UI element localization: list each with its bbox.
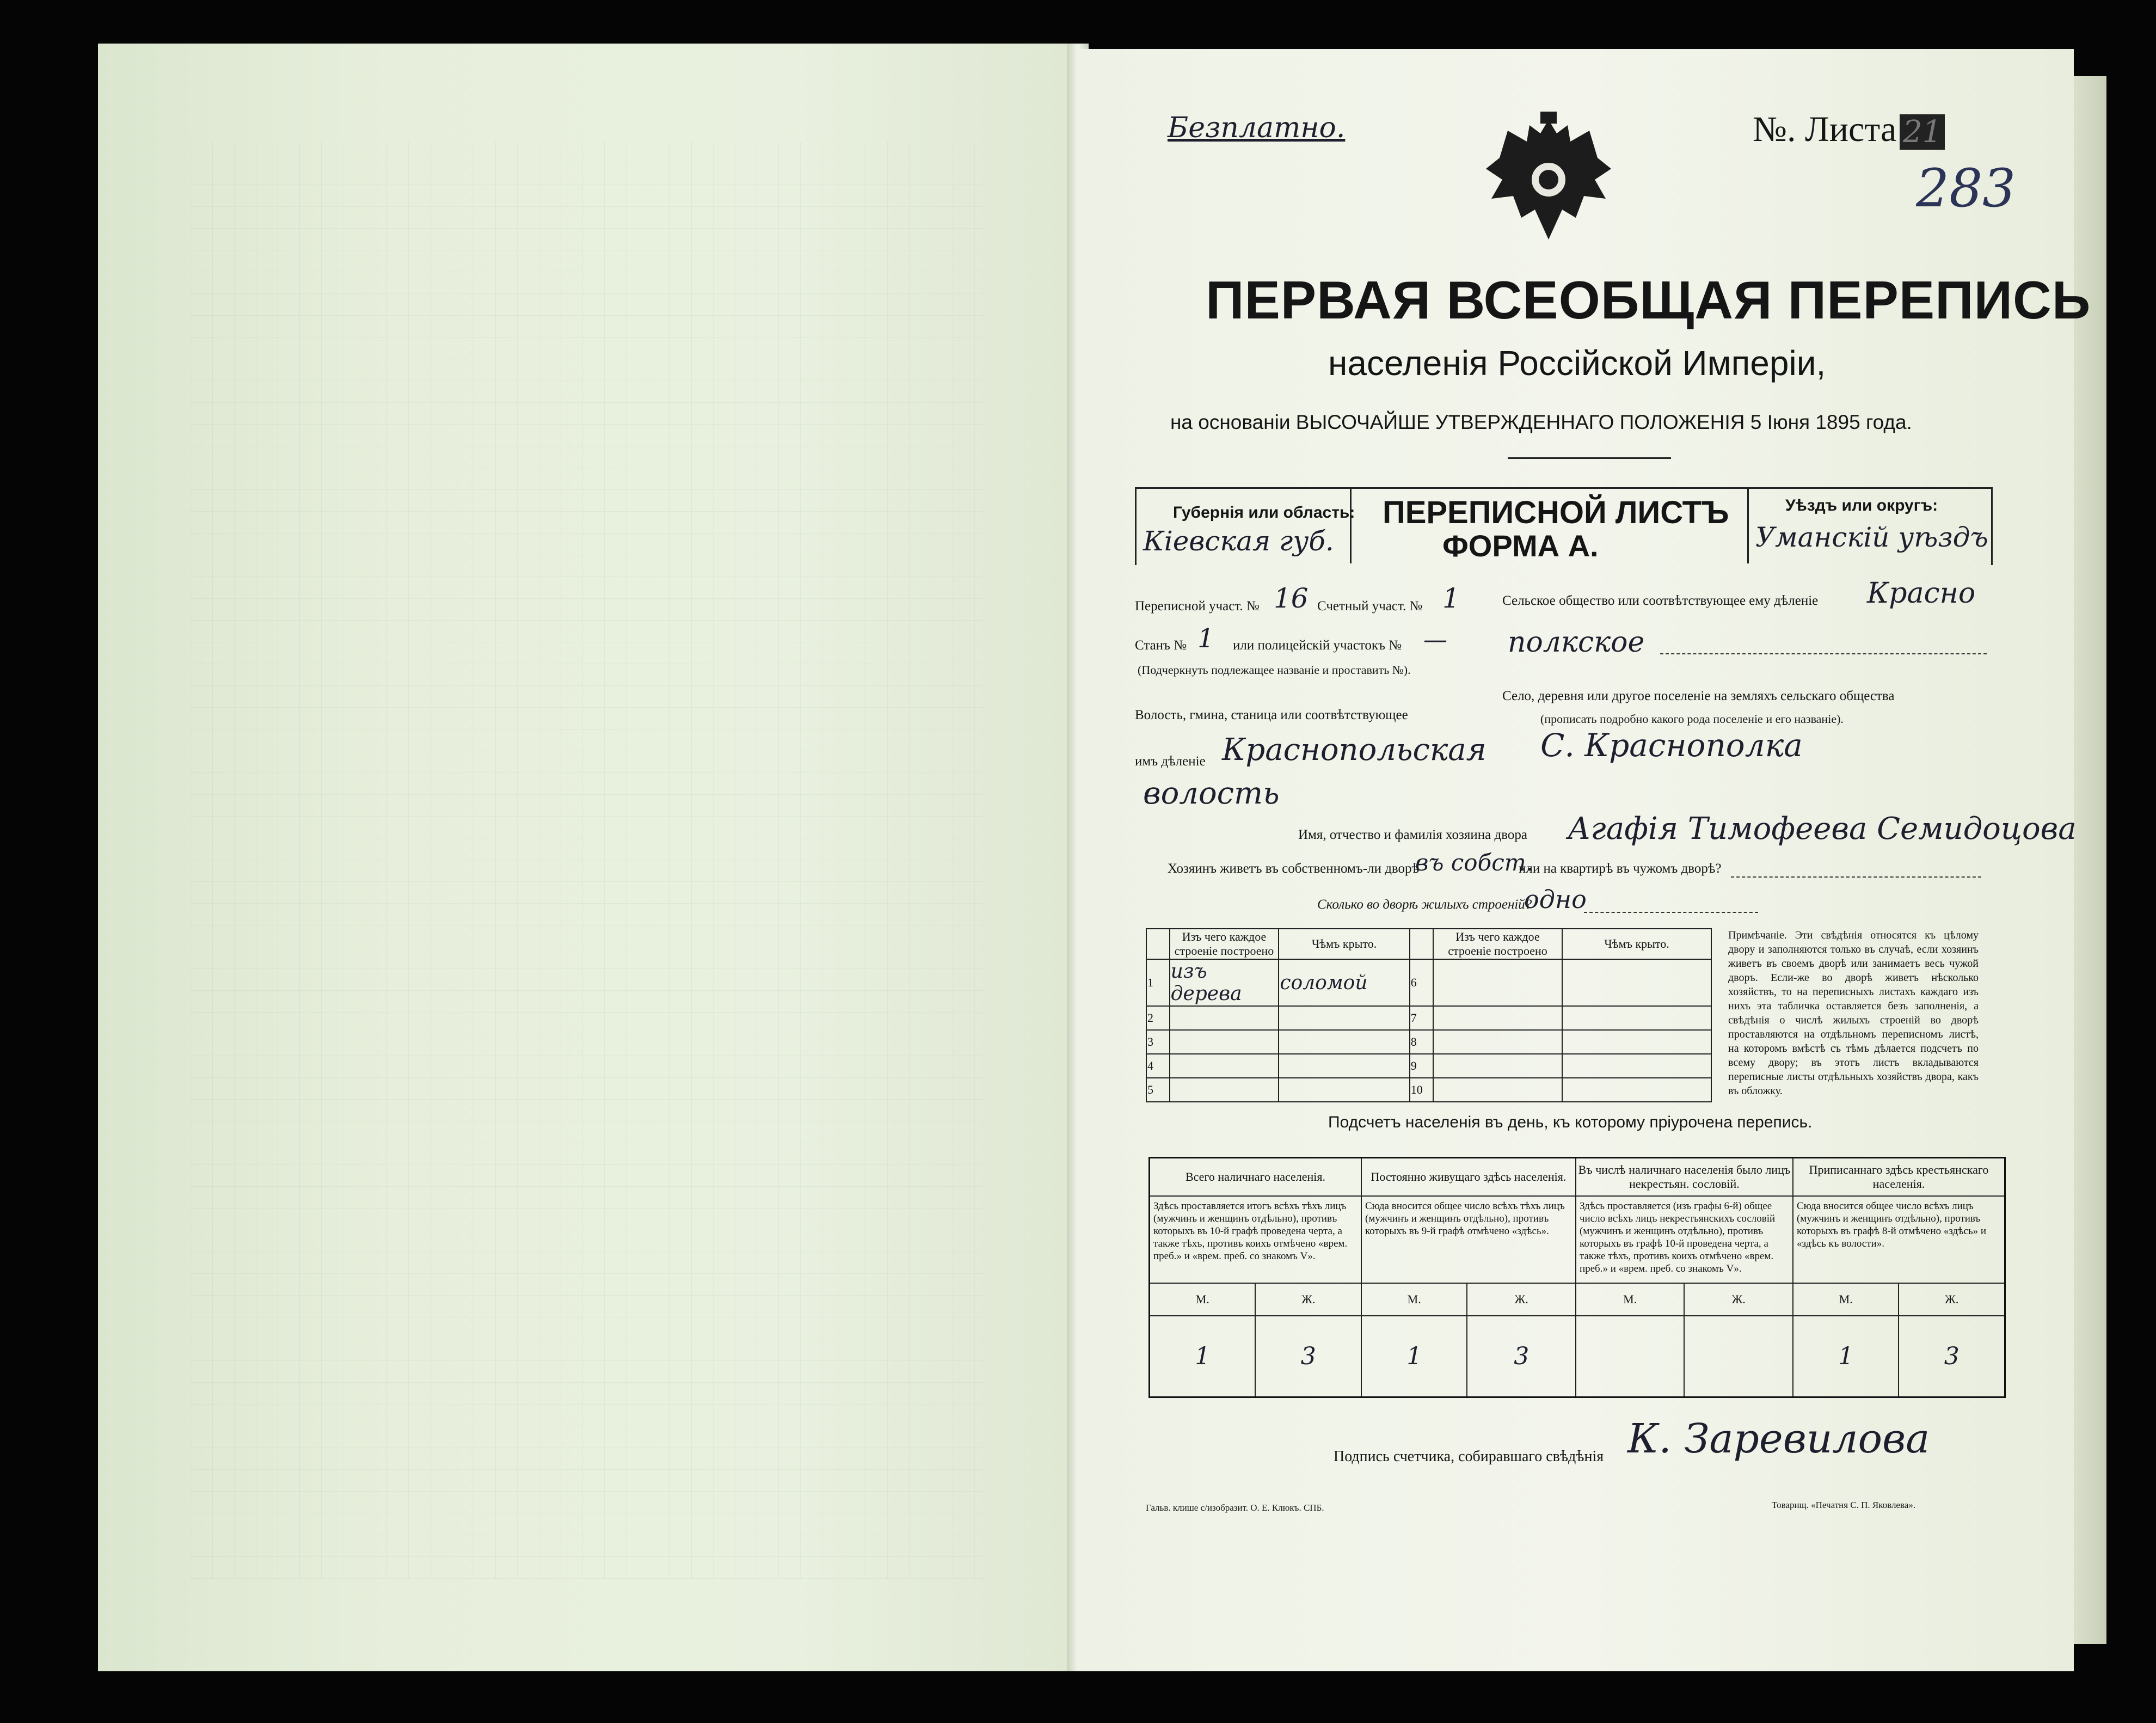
roof-cell: соломой (1279, 959, 1409, 1006)
buildings-table (1146, 928, 1712, 1102)
row-number: 4 (1146, 1054, 1170, 1078)
dotted-line (1731, 876, 1981, 878)
female-header: Ж. (1255, 1283, 1361, 1316)
total-male-count: 1 (1150, 1316, 1256, 1397)
form-label-line2: ФОРМА А. (1442, 529, 1599, 563)
form-legal-basis: на основаніи ВЫСОЧАЙШЕ УТВЕРЖДЕННАГО ПОЛОЖЕНІЯ 5 Іюня 1895 года. (1170, 411, 1912, 433)
uezd-value: Уманскій уѣздъ (1755, 522, 1988, 553)
col-title-registered-peasant: Приписаннаго здѣсь крестьянскаго населенія. (1793, 1158, 2005, 1196)
roof-cell (1279, 1054, 1409, 1078)
roof-cell (1279, 1030, 1409, 1054)
residence-label-2: или на квартирѣ въ чужомъ дворѣ? (1519, 861, 1722, 876)
left-page-blank-reverse (98, 44, 1078, 1671)
total-female-count: 3 (1255, 1316, 1361, 1397)
rural-society-value-2: полкское (1508, 626, 1645, 659)
material-cell (1433, 959, 1562, 1006)
police-district-label: или полицейскій участокъ № (1233, 638, 1402, 653)
box-border (1135, 487, 1137, 563)
signature-label: Подпись счетчика, собиравшаго свѣдѣнія (1334, 1448, 1604, 1465)
roof-cell (1562, 1006, 1711, 1030)
male-header: М. (1793, 1283, 1899, 1316)
permanent-female-count: 3 (1467, 1316, 1576, 1397)
table-row (1146, 1078, 1711, 1102)
form-main-title: ПЕРВАЯ ВСЕОБЩАЯ ПЕРЕПИСЬ (1206, 270, 2091, 330)
female-header: Ж. (1899, 1283, 2005, 1316)
stan-label: Станъ № (1135, 638, 1187, 653)
row-number: 7 (1410, 1006, 1433, 1030)
footer-left-imprint: Гальв. клише с/изобразит. О. Е. Клюкъ. СПБ. (1146, 1503, 1324, 1513)
village-label: Село, деревня или другое поселеніе на земляхъ сельскаго общества (1502, 689, 1895, 703)
material-cell (1433, 1030, 1562, 1054)
box-border (1747, 487, 1749, 563)
material-cell (1170, 1078, 1279, 1102)
row-number: 6 (1410, 959, 1433, 1006)
material-cell (1433, 1054, 1562, 1078)
material-cell (1433, 1006, 1562, 1030)
buildings-note: Примѣчаніе. Эти свѣдѣнія относятся къ цѣлому двору и заполняются только въ случаѣ, если хозяинъ живетъ въ своемъ дворѣ или занимаетъ весь чужой дворъ. Если-же во дворѣ живетъ нѣсколько хозяйствъ, то на переписныхъ листахъ каждаго изъ нихъ эта табличка оставляется безъ заполненія, а свѣдѣнія о числѣ жилыхъ строеній во дворѣ проставляются на отдѣльномъ переписномъ листѣ, на которомъ вмѣстѣ съ тѣмъ дѣлается подсчетъ по всему двору; въ этотъ листъ вкладываются переписные листы отдѣльныхъ хозяйствъ двора, какъ въ обложку. (1728, 929, 1979, 1097)
col-title-total: Всего наличнаго населенія. (1150, 1158, 1361, 1196)
permanent-male-count: 1 (1361, 1316, 1467, 1397)
material-cell (1170, 1030, 1279, 1054)
row-number: 1 (1146, 959, 1170, 1006)
sheet-number-label: №. Листа (1753, 109, 1897, 149)
volost-value-1: Краснопольская (1222, 732, 1487, 768)
owner-name-label: Имя, отчество и фамилія хозяина двора (1298, 827, 1527, 842)
roof-cell (1562, 959, 1711, 1006)
registered-female-count: 3 (1899, 1316, 2005, 1397)
uezd-label: Уѣздъ или округъ: (1785, 496, 1938, 514)
roof-cell (1562, 1030, 1711, 1054)
form-subtitle: населенія Россійской Имперіи, (1328, 344, 1826, 383)
underline-instruction: (Подчеркнуть подлежащее названіе и проставить №). (1138, 663, 1411, 677)
female-header: Ж. (1467, 1283, 1576, 1316)
col-desc-permanent: Сюда вносится общее число всѣхъ тѣхъ лицъ (мужчинъ и женщинъ отдѣльно), противъ которыхъ въ 9-й графѣ отмѣчено «здѣсь». (1361, 1196, 1576, 1283)
row-number: 10 (1410, 1078, 1433, 1102)
footer-right-imprint: Товарищ. «Печатня С. П. Яковлева». (1772, 1500, 1916, 1510)
row-number: 9 (1410, 1054, 1433, 1078)
village-value: С. Краснополка (1540, 727, 1803, 764)
col-roof-right: Чѣмъ крыто. (1562, 929, 1711, 959)
table-row (1146, 959, 1711, 1006)
buildings-count-label: Сколько во дворѣ жилыхъ строеній? (1317, 897, 1532, 912)
gubernia-value: Кіевская губ. (1143, 525, 1334, 557)
material-cell (1170, 1006, 1279, 1030)
table-row (1146, 1030, 1711, 1054)
row-number: 2 (1146, 1006, 1170, 1030)
counting-district-value: 1 (1442, 582, 1460, 614)
residence-label-1: Хозяинъ живетъ въ собственномъ-ли дворѣ (1168, 861, 1420, 876)
male-header: М. (1150, 1283, 1256, 1316)
col-title-non-peasant: Въ числѣ наличнаго населенія было лицъ некрестьян. сословій. (1576, 1158, 1793, 1196)
female-header: Ж. (1684, 1283, 1793, 1316)
col-title-permanent: Постоянно живущаго здѣсь населенія. (1361, 1158, 1576, 1196)
dotted-line (1660, 653, 1987, 654)
census-district-value: 16 (1274, 582, 1309, 614)
counting-district-label: Счетный участ. № (1317, 599, 1423, 614)
ornament-divider (1508, 457, 1671, 459)
owner-name-value: Агафія Тимофеева Семидоцова (1568, 811, 2077, 847)
male-header: М. (1361, 1283, 1467, 1316)
form-label-line1: ПЕРЕПИСНОЙ ЛИСТЪ (1383, 495, 1729, 530)
col-material-right: Изъ чего каждое строеніе построено (1433, 929, 1562, 959)
box-border (1350, 487, 1352, 563)
gubernia-label: Губернія или область: (1173, 504, 1355, 522)
volost-label-2: имъ дѣленіе (1135, 754, 1206, 769)
residence-value: въ собст. (1415, 849, 1533, 876)
material-cell (1433, 1078, 1562, 1102)
col-desc-total: Здѣсь проставляется итогъ всѣхъ тѣхъ лицъ (мужчинъ и женщинъ отдѣльно), противъ которыхъ въ 10-й графѣ проведена черта, а также тѣхъ, противъ коихъ отмѣчено «врем. преб.» и «врем. преб. со знакомъ V». (1150, 1196, 1361, 1283)
roof-cell (1562, 1078, 1711, 1102)
material-cell: изъ дерева (1170, 959, 1279, 1006)
row-number: 5 (1146, 1078, 1170, 1102)
free-label: Безплатно. (1168, 112, 1346, 144)
table-row (1146, 1054, 1711, 1078)
non-peasant-male-count (1576, 1316, 1685, 1397)
registered-male-count: 1 (1793, 1316, 1899, 1397)
roof-cell (1279, 1006, 1409, 1030)
row-number: 8 (1410, 1030, 1433, 1054)
volost-value-2: волость (1143, 776, 1280, 811)
population-heading: Подсчетъ населенія въ день, къ которому пріурочена перепись. (1328, 1113, 1813, 1131)
population-table (1148, 1157, 2006, 1398)
col-desc-registered-peasant: Сюда вносится общее число всѣхъ лицъ (мужчинъ и женщинъ отдѣльно), противъ которыхъ въ графѣ 8-й отмѣчено «здѣсь» и «здѣсь къ волости». (1793, 1196, 2005, 1283)
buildings-count-value: одно (1524, 885, 1587, 914)
male-header: М. (1576, 1283, 1685, 1316)
stan-value: 1 (1197, 623, 1214, 654)
col-material-left: Изъ чего каждое строеніе построено (1170, 929, 1279, 959)
roof-cell (1562, 1054, 1711, 1078)
imperial-eagle-emblem (1481, 109, 1617, 256)
sheet-number-value: 21 (1900, 114, 1945, 150)
dotted-line (1584, 912, 1758, 913)
col-roof-left: Чѣмъ крыто. (1279, 929, 1409, 959)
col-desc-non-peasant: Здѣсь проставляется (изъ графы 6-й) общее число всѣхъ лицъ некрестьянскихъ сословій (мужчинъ и женщинъ отдѣльно), противъ которыхъ въ графѣ 10-й проведена черта, а также тѣхъ, противъ коихъ отмѣчено «врем. преб.» и «врем. преб. со знакомъ V». (1576, 1196, 1793, 1283)
rural-society-label: Сельское общество или соотвѣтствующее ему дѣленіе (1502, 593, 1819, 608)
volost-label-1: Волость, гмина, станица или соотвѣтствующее (1135, 708, 1408, 722)
table-row (1146, 1006, 1711, 1030)
roof-cell (1279, 1078, 1409, 1102)
police-district-value: — (1423, 626, 1447, 654)
material-cell (1170, 1054, 1279, 1078)
rural-society-value-1: Красно (1867, 577, 1976, 610)
census-district-label: Переписной участ. № (1135, 599, 1260, 614)
village-instruction: (прописать подробно какого рода поселеніе и его названіе). (1540, 712, 1844, 726)
archive-stamp-number: 283 (1916, 158, 2016, 219)
row-number: 3 (1146, 1030, 1170, 1054)
enumerator-signature: К. Заревилова (1627, 1415, 1930, 1462)
non-peasant-female-count (1684, 1316, 1793, 1397)
